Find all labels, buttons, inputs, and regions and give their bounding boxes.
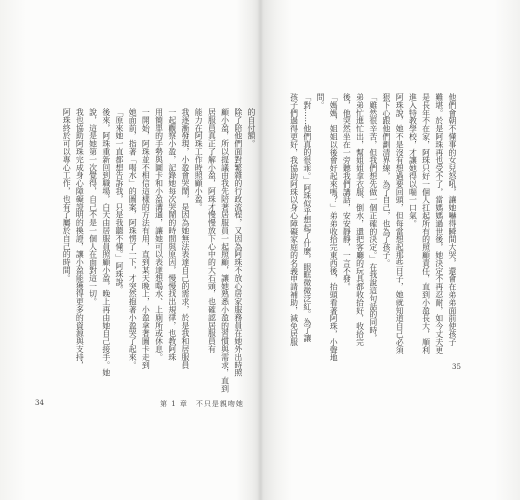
text-line: 後來，阿珠重新回到職場，白天由居服員照顧小盈，晚上再由她自己接手。她 — [101, 108, 111, 377]
text-line: 「媽媽，姐姐以後會好起來嗎？」弟弟收拾完東西後，抬頭看著阿珠，小聲地 — [329, 93, 339, 362]
text-line: 難堪。於是阿珠再也受不了，當媽媽過世後，她決定不再忍耐，如今丈夫更 — [434, 93, 444, 354]
running-head — [160, 399, 244, 409]
text-line: 說，這是她第一次覺得，自己不是一個人在面對這一切。 — [88, 108, 98, 306]
text-line: 問。 — [315, 93, 325, 109]
text-line: 孩子們過得更好，我協助阿珠以身心障礙家庭的名義申請補助，減免居服 — [289, 93, 299, 346]
text-line: 的自付額。 — [247, 108, 256, 148]
right-page-number: 35 — [452, 363, 461, 371]
text-line: 「對……他們真的很乖。」阿珠似乎想起了什麼，眼眶微微泛紅。為了讓 — [302, 93, 312, 342]
left-page-number: 34 — [35, 399, 44, 407]
text-line: 一開始，阿珠並不相信這樣的方法有用，直到某天晚上，小盈拿著圖卡走到 — [141, 108, 151, 369]
text-line: 我也協助阿珠完成身心障礙證明的換證，讓小盈能獲得更多的資源與支持， — [75, 108, 85, 369]
text-line: 狠下心跟他們劃清界線，為了自己，也為了孩子。 — [381, 93, 391, 267]
text-line: 能力在阿珠工作時照顧小盈。 — [194, 108, 204, 211]
left-page-body-text — [60, 108, 258, 393]
text-line: 後，他突然坐在一旁聽我們講話，安安靜靜，一言不發。 — [342, 93, 352, 291]
text-line: 用簡單的手勢與圖卡和小盈溝通，讓她可以表達想喝水、上廁所或休息。 — [154, 108, 164, 361]
text-line: 一起觀察小盈，記錄她每次哭鬧的時間與原因，慢慢找出規律，也教阿珠 — [167, 108, 177, 361]
right-page-body-text — [287, 93, 459, 362]
text-line: 我逐漸發現，小盈會哭鬧，是因為她無法表達自己的需求，於是我和居服員 — [180, 108, 190, 369]
running-head-chapter: 第 1 章 — [160, 400, 188, 408]
text-line: 弟弟忙進忙出，幫姐姐拿衣服、倒水，還把客廳的玩具都收拾好，收拾完 — [355, 93, 365, 346]
text-line: 他們會朝不懂事的女兒怒吼，讓她嚇得瞬間大哭，還會在弟弟面前使孩子 — [448, 93, 457, 346]
text-line: 進入特教學校，才讓她得以喘一口氣。 — [408, 93, 418, 228]
text-line: 顧小盈，所以提議由我先陪著居服員一起照顧，讓她熟悉小盈的習慣與需求，直到 — [220, 108, 230, 393]
text-line: 她面前，指著「喝水」的圖案，阿珠愣了一下，才突然抱著小盈哭了起來。 — [128, 108, 138, 369]
text-line: 阿珠終於可以專心工作，也有了屬於自己的時間。 — [62, 108, 72, 282]
text-line: 是長年不在家，阿珠只好一個人扛起所有的照顧責任，直到小盈長大，順利 — [421, 93, 431, 354]
text-line: 「雖然很辛苦，但我們想先做一個正確的決定。」在我說這句話的同時， — [368, 93, 378, 342]
text-line: 阿珠說，她不是沒有想過要回頭，但每當想起那些日子，她就知道自己必須 — [395, 93, 405, 354]
text-line: 「原來她一直都想告訴我，只是我聽不懂。」阿珠說。 — [114, 108, 124, 294]
text-line: 居服員真正了解小盈，阿珠才慢慢放下心中的大石頭，也確認居服員有 — [207, 108, 217, 353]
text-line: 除了陪他們面對繁雜的行政流程，又因為阿珠不放心居家服務員在她外出時照 — [233, 108, 243, 377]
running-head-title: 不只是親吻她 — [195, 400, 244, 408]
